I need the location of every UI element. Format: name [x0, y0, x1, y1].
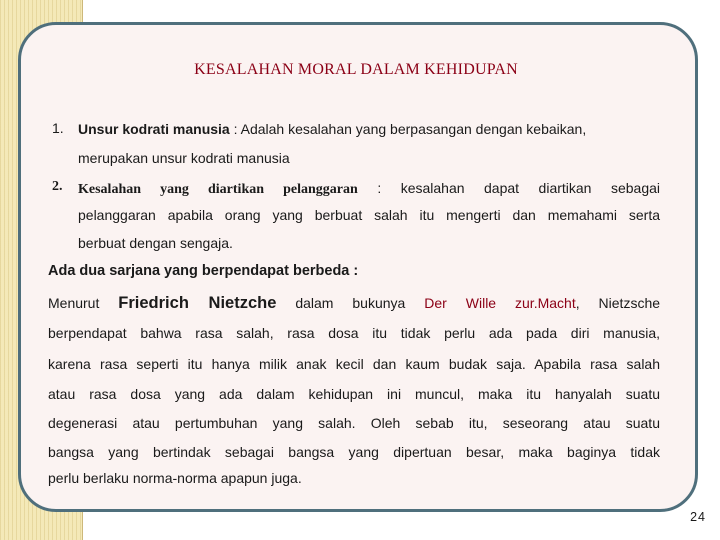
- item-2-definition: kesalahan dapat diartikan sebagai: [400, 180, 661, 196]
- item-2-separator: :: [377, 180, 382, 196]
- paragraph-line: karena rasa seperti itu hanya milik anak kecil dan kaum budak saja. Apabila rasa salah: [48, 356, 660, 372]
- author-name: Friedrich Nietzche: [118, 294, 277, 312]
- paragraph-end: , Nietzsche: [575, 295, 661, 311]
- item-1-definition: Adalah kesalahan yang berpasangan dengan kebaikan,: [240, 121, 587, 137]
- item-2-number: 2.: [52, 179, 63, 194]
- paragraph-mid: dalam bukunya: [295, 295, 406, 311]
- item-1-line-2: merupakan unsur kodrati manusia: [78, 150, 290, 166]
- page-number: 24: [690, 510, 706, 524]
- book-title: Der Wille zur.Macht: [424, 295, 576, 311]
- item-2-term: Kesalahan yang diartikan pelanggaran: [78, 182, 358, 197]
- item-1-separator: :: [233, 121, 238, 137]
- item-1-number: 1.: [52, 120, 64, 136]
- item-1-line-1: [78, 120, 660, 138]
- item-2-line-3: berbuat dengan sengaja.: [78, 235, 233, 251]
- item-1-term: Unsur kodrati manusia: [78, 121, 230, 137]
- item-2-line-1: [78, 179, 660, 199]
- paragraph-line-1: [48, 294, 660, 312]
- paragraph-last-line: perlu berlaku norma-norma apapun juga.: [48, 470, 302, 486]
- paragraph-line: degenerasi atau pertumbuhan yang salah. Oleh sebab itu, seseorang atau suatu: [48, 415, 660, 431]
- slide-title: KESALAHAN MORAL DALAM KEHIDUPAN: [194, 61, 518, 78]
- paragraph-line: bangsa yang bertindak sebagai bangsa yang dipertuan besar, maka baginya tidak: [48, 444, 660, 460]
- paragraph-line: atau rasa dosa yang ada dalam kehidupan ini muncul, maka itu hanyalah suatu: [48, 386, 660, 402]
- paragraph-intro: Menurut: [48, 295, 100, 311]
- item-2-line-2: pelanggaran apabila orang yang berbuat salah itu mengerti dan memahami serta: [78, 207, 660, 223]
- paragraph-line: berpendapat bahwa rasa salah, rasa dosa itu tidak perlu ada pada diri manusia,: [48, 325, 660, 341]
- subheading: Ada dua sarjana yang berpendapat berbeda :: [48, 263, 359, 279]
